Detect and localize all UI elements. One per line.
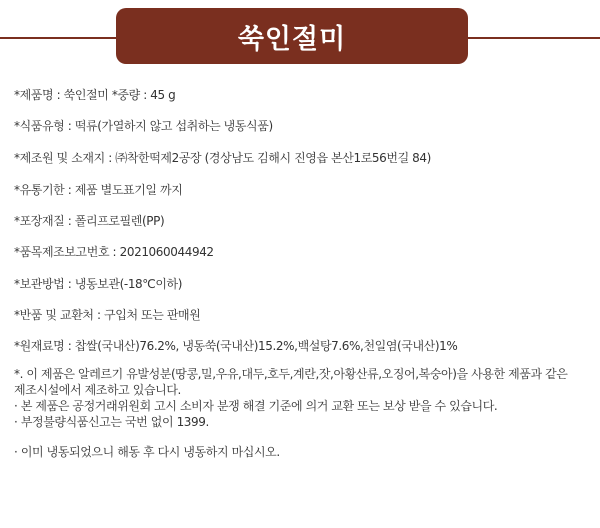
refreeze-warning-line: · 이미 냉동되었으니 해동 후 다시 냉동하지 마십시오. [14,445,280,459]
food-type-line: *식품유형 : 떡류(가열하지 않고 섭취하는 냉동식품) [14,119,273,133]
product-name-line: *제품명 : 쑥인절미 *중량 : 45 g [14,88,176,102]
report-number-line: *품목제조보고번호 : 2021060044942 [14,245,214,259]
compensation-line: · 본 제품은 공정거래위원회 고시 소비자 분쟁 해결 기준에 의거 교환 또는 보상 받을 수 있습니다. [14,399,498,413]
title-banner [116,8,468,64]
allergy-line-1: *. 이 제품은 알레르기 유발성분(땅콩,밀,우유,대두,호두,계란,잣,아황산류,오징어,복숭아)을 사용한 제품과 같은 [14,367,568,381]
report-center-line: · 부정불량식품신고는 국번 없이 1399. [14,415,209,429]
return-place-line: *반품 및 교환처 : 구입처 또는 판매원 [14,308,201,322]
manufacturer-line: *제조원 및 소재지 : ㈜착한떡제2공장 (경상남도 김해시 진영읍 본산1로56번길 84) [14,151,431,165]
packaging-line: *포장재질 : 폴리프로필렌(PP) [14,214,165,228]
allergy-line-2: 제조시설에서 제조하고 있습니다. [14,383,181,397]
storage-line: *보관방법 : 냉동보관(-18℃이하) [14,277,183,291]
page-title: 쑥인절미 [237,23,347,55]
ingredients-line: *원재료명 : 찹쌀(국내산)76.2%, 냉동쑥(국내산)15.2%,백설탕7.6%,천일염(국내산)1% [14,339,458,353]
expiry-line: *유통기한 : 제품 별도표기일 까지 [14,183,183,197]
